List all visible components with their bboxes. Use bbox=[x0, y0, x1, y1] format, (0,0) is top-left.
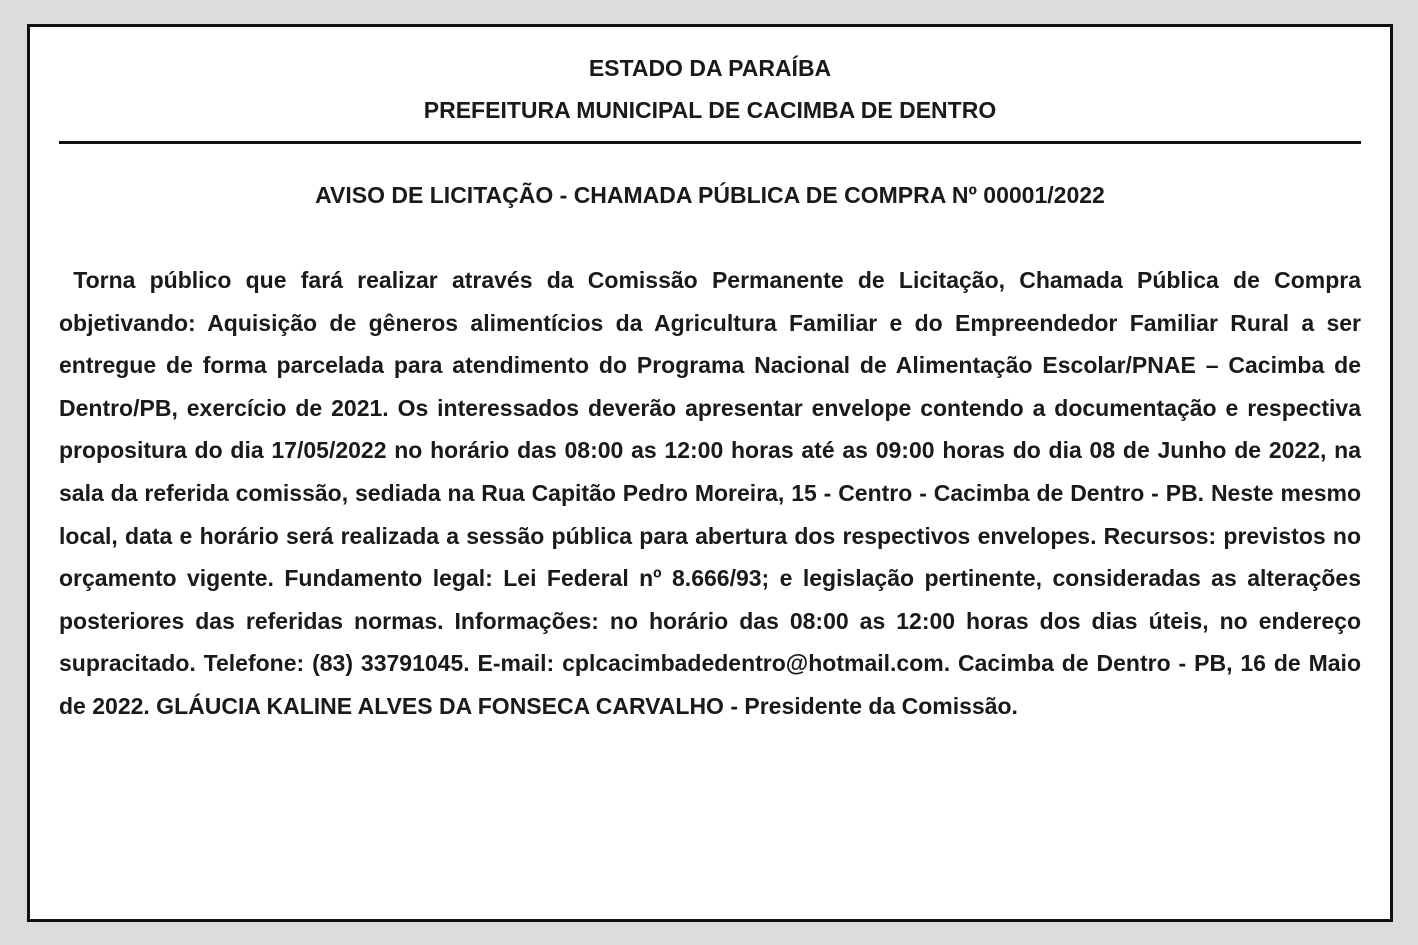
notice-body: Torna público que fará realizar através da Comissão Permanente de Licitação, Chamada Pública de Compra objetivando: Aquisição de gêneros alimentícios da Agricultura Familiar e do Empreendedor Familiar Rural a ser entregue de forma parcelada para atendimento do Programa Nacional de Alimentação Escolar/PNAE – Cacimba de Dentro/PB, exercício de 2021. Os interessados deverão apresentar envelope contendo a documentação e respectiva propositura do dia 17/05/2022 no horário das 08:00 as 12:00 horas até as 09:00 horas do dia 08 de Junho de 2022, na sala da referida comissão, sediada na Rua Capitão Pedro Moreira, 15 - Centro - Cacimba de Dentro - PB. Neste mesmo local, data e horário será realizada a sessão pública para abertura dos respectivos envelopes. Recursos: previstos no orçamento vigente. Fundamento legal: Lei Federal nº 8.666/93; e legislação pertinente, consideradas as alterações posteriores das referidas normas. Informações: no horário das 08:00 as 12:00 horas dos dias úteis, no endereço supracitado. Telefone: (83) 33791045. E-mail: cplcacimbadedentro@hotmail.com. Cacimba de Dentro - PB, 16 de Maio de 2022. GLÁUCIA KALINE ALVES DA FONSECA CARVALHO - Presidente da Comissão. bbox=[59, 267, 1361, 719]
state-heading: ESTADO DA PARAÍBA bbox=[588, 55, 832, 81]
notice-title: AVISO DE LICITAÇÃO - CHAMADA PÚBLICA DE COMPRA Nº 00001/2022 bbox=[315, 182, 1105, 208]
header-divider bbox=[59, 141, 1361, 144]
prefecture-heading: PREFEITURA MUNICIPAL DE CACIMBA DE DENTRO bbox=[423, 97, 997, 123]
notice-frame bbox=[27, 24, 1393, 922]
